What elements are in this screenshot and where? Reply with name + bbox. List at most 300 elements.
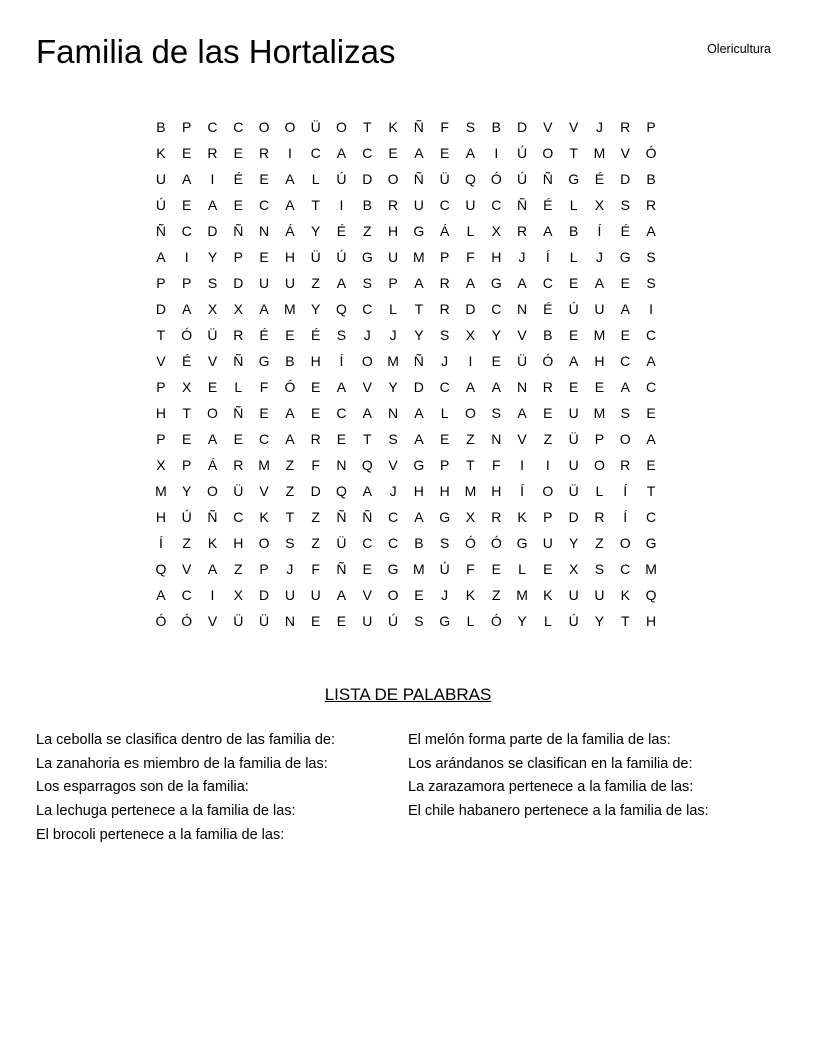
grid-letter: K	[517, 509, 527, 525]
grid-letter: I	[468, 353, 473, 369]
grid-letter: C	[362, 145, 373, 161]
grid-letter: Ü	[207, 327, 218, 343]
grid-letter: C	[336, 405, 347, 421]
grid-letter: Ü	[568, 431, 579, 447]
grid-letter: E	[182, 197, 192, 213]
grid-letter: R	[233, 327, 244, 343]
grid-letter: Y	[311, 223, 321, 239]
grid-letter: Í	[520, 483, 524, 499]
grid-letter: O	[258, 535, 270, 551]
grid-letter: Í	[545, 249, 550, 265]
grid-letter: S	[620, 197, 630, 213]
grid-letter: Á	[207, 457, 218, 473]
grid-letter: Ó	[490, 613, 502, 629]
grid-letter: C	[439, 197, 450, 213]
grid-letter: S	[336, 327, 347, 343]
grid-letter: X	[465, 509, 476, 525]
grid-letter: Q	[336, 301, 347, 317]
grid-row	[148, 452, 664, 478]
grid-letter: Y	[388, 379, 398, 395]
grid-letter: A	[156, 587, 166, 603]
grid-letter: Ñ	[233, 405, 244, 421]
grid-letter: S	[362, 275, 372, 291]
grid-letter: B	[285, 353, 295, 369]
grid-letter: H	[155, 509, 166, 525]
grid-letter: R	[516, 223, 528, 239]
grid-letter: V	[207, 353, 218, 369]
grid-letter: A	[465, 275, 476, 291]
grid-letter: R	[594, 509, 605, 525]
grid-letter: E	[439, 431, 450, 447]
grid-letter: Ó	[645, 145, 657, 161]
grid-letter: A	[182, 171, 192, 187]
grid-letter: E	[646, 457, 656, 473]
grid-letter: Z	[362, 223, 372, 239]
grid-letter: D	[568, 509, 579, 525]
grid-letter: A	[646, 353, 656, 369]
grid-letter: V	[388, 457, 398, 473]
grid-letter: E	[311, 405, 321, 421]
grid-letter: Z	[285, 483, 295, 499]
grid-letter: V	[620, 145, 630, 161]
grid-letter: Z	[491, 587, 501, 603]
grid-letter: F	[491, 457, 501, 473]
grid-letter: G	[361, 249, 373, 265]
grid-letter: N	[516, 379, 528, 395]
grid-letter: Y	[594, 613, 605, 629]
grid-letter: H	[310, 353, 321, 369]
grid-letter: E	[620, 275, 630, 291]
grid-letter: R	[233, 457, 244, 473]
grid-letter: T	[646, 483, 656, 499]
grid-letter: Z	[595, 535, 604, 551]
grid-letter: H	[413, 483, 424, 499]
grid-letter: O	[284, 119, 296, 135]
grid-letter: Á	[439, 223, 450, 239]
grid-letter: V	[207, 613, 218, 629]
grid-letter: Ó	[284, 379, 296, 395]
grid-row	[148, 478, 664, 504]
grid-letter: M	[645, 561, 657, 577]
grid-letter: Ú	[568, 613, 579, 629]
grid-letter: Ñ	[516, 197, 528, 213]
grid-letter: D	[516, 119, 528, 135]
grid-letter: E	[646, 405, 656, 421]
grid-letter: E	[491, 353, 501, 369]
grid-row	[148, 218, 664, 244]
clue-item: Los arándanos se clasifican en la familia de:	[408, 755, 693, 772]
grid-letter: U	[568, 587, 579, 603]
grid-row	[148, 582, 664, 608]
grid-row	[148, 608, 664, 634]
grid-letter: E	[568, 327, 579, 343]
clue-list-left	[36, 729, 335, 847]
grid-letter: Q	[465, 171, 476, 187]
grid-letter: Ú	[155, 197, 166, 213]
grid-letter: E	[233, 145, 243, 161]
grid-letter: N	[336, 457, 347, 473]
grid-letter: É	[336, 223, 347, 239]
grid-letter: A	[285, 431, 295, 447]
grid-letter: A	[336, 379, 347, 395]
grid-letter: Í	[623, 509, 628, 525]
grid-letter: Ñ	[233, 223, 244, 239]
grid-letter: P	[182, 119, 192, 135]
grid-letter: A	[620, 379, 630, 395]
grid-letter: D	[620, 171, 631, 187]
grid-letter: É	[182, 353, 192, 369]
grid-letter: Z	[311, 275, 320, 291]
grid-letter: Ñ	[207, 509, 218, 525]
grid-letter: Ü	[310, 119, 321, 135]
grid-letter: Ñ	[233, 353, 244, 369]
grid-letter: T	[362, 431, 372, 447]
grid-letter: D	[413, 379, 424, 395]
grid-letter: P	[233, 249, 243, 265]
grid-letter: Í	[623, 483, 628, 499]
grid-letter: Ú	[568, 301, 579, 317]
grid-letter: I	[339, 197, 344, 213]
grid-letter: A	[517, 405, 527, 421]
grid-letter: B	[156, 119, 166, 135]
grid-letter: C	[645, 509, 657, 525]
grid-letter: P	[594, 431, 605, 447]
grid-letter: A	[491, 379, 501, 395]
grid-letter: A	[362, 405, 372, 421]
grid-letter: Ó	[181, 327, 193, 343]
grid-letter: E	[439, 145, 450, 161]
grid-letter: H	[491, 249, 502, 265]
grid-letter: É	[311, 327, 321, 343]
grid-letter: C	[233, 509, 244, 525]
grid-letter: Z	[466, 431, 475, 447]
grid-letter: E	[388, 145, 398, 161]
grid-letter: S	[491, 405, 501, 421]
grid-letter: X	[182, 379, 192, 395]
grid-letter: I	[210, 587, 215, 603]
grid-letter: O	[542, 145, 554, 161]
grid-letter: N	[491, 431, 502, 447]
grid-letter: E	[414, 587, 424, 603]
grid-letter: S	[646, 249, 656, 265]
grid-letter: V	[362, 379, 372, 395]
grid-letter: A	[336, 145, 347, 161]
grid-letter: P	[646, 119, 656, 135]
grid-row	[148, 530, 664, 556]
grid-letter: C	[491, 301, 502, 317]
grid-letter: A	[594, 275, 605, 291]
grid-letter: R	[439, 275, 450, 291]
grid-letter: C	[362, 535, 373, 551]
grid-letter: A	[285, 171, 295, 187]
grid-letter: G	[516, 535, 528, 551]
grid-letter: G	[645, 535, 657, 551]
grid-letter: F	[311, 457, 320, 473]
grid-letter: T	[311, 197, 320, 213]
grid-letter: X	[207, 301, 218, 317]
grid-letter: T	[414, 301, 424, 317]
grid-letter: Ó	[542, 353, 554, 369]
course-name: Olericultura	[707, 42, 771, 56]
grid-letter: L	[389, 301, 397, 317]
grid-letter: K	[620, 587, 630, 603]
grid-letter: S	[414, 613, 424, 629]
grid-letter: Ü	[233, 613, 244, 629]
grid-letter: H	[439, 483, 450, 499]
grid-letter: Ñ	[413, 353, 424, 369]
grid-letter: L	[466, 613, 475, 629]
grid-letter: E	[233, 431, 243, 447]
grid-letter: M	[413, 249, 425, 265]
grid-letter: G	[439, 509, 451, 525]
grid-letter: A	[182, 301, 192, 317]
grid-letter: D	[207, 223, 218, 239]
grid-letter: J	[595, 119, 603, 135]
grid-letter: L	[234, 379, 243, 395]
grid-letter: G	[413, 457, 425, 473]
grid-letter: G	[413, 223, 425, 239]
grid-letter: R	[310, 431, 321, 447]
grid-letter: P	[182, 457, 192, 473]
grid-letter: L	[518, 561, 526, 577]
grid-letter: P	[259, 561, 269, 577]
grid-letter: U	[594, 587, 605, 603]
grid-letter: P	[439, 249, 450, 265]
grid-letter: M	[155, 483, 167, 499]
grid-letter: I	[520, 457, 524, 473]
grid-letter: É	[594, 171, 605, 187]
grid-row	[148, 504, 664, 530]
grid-letter: C	[491, 197, 502, 213]
grid-letter: U	[465, 197, 476, 213]
grid-letter: Ñ	[413, 171, 424, 187]
grid-letter: S	[207, 275, 218, 291]
grid-letter: E	[311, 613, 321, 629]
grid-letter: P	[182, 275, 192, 291]
grid-letter: U	[310, 587, 321, 603]
clue-item: La zanahoria es miembro de la familia de las:	[36, 755, 328, 772]
grid-letter: K	[388, 119, 398, 135]
grid-letter: O	[465, 405, 476, 421]
grid-letter: Ó	[155, 613, 167, 629]
grid-letter: R	[259, 145, 270, 161]
grid-letter: N	[516, 301, 528, 317]
grid-letter: M	[593, 327, 606, 343]
grid-letter: Ü	[310, 249, 321, 265]
grid-letter: P	[156, 431, 166, 447]
grid-letter: X	[491, 223, 501, 239]
grid-letter: E	[362, 561, 372, 577]
grid-letter: U	[259, 275, 270, 291]
grid-letter: N	[284, 613, 295, 629]
grid-letter: L	[466, 223, 475, 239]
clue-item: El chile habanero pertenece a la familia de las:	[408, 803, 709, 820]
grid-letter: U	[542, 535, 553, 551]
grid-row	[148, 348, 664, 374]
grid-letter: S	[439, 327, 450, 343]
clue-item: Los esparragos son de la familia:	[36, 779, 249, 796]
grid-letter: Ú	[181, 509, 192, 525]
grid-letter: H	[491, 483, 502, 499]
grid-letter: F	[466, 249, 475, 265]
grid-letter: A	[285, 405, 295, 421]
grid-letter: E	[259, 171, 269, 187]
grid-letter: Ó	[490, 171, 502, 187]
grid-letter: M	[593, 145, 606, 161]
page-title: Familia de las Hortalizas	[36, 33, 396, 70]
grid-letter: M	[593, 405, 606, 421]
grid-letter: H	[388, 223, 399, 239]
grid-letter: R	[645, 197, 657, 213]
grid-letter: Ñ	[362, 509, 373, 525]
grid-letter: T	[285, 509, 295, 525]
grid-letter: B	[491, 119, 501, 135]
grid-letter: R	[620, 457, 631, 473]
grid-letter: J	[389, 327, 397, 343]
grid-letter: É	[543, 301, 553, 317]
grid-letter: Ó	[490, 535, 502, 551]
grid-letter: E	[285, 327, 295, 343]
grid-letter: Y	[414, 327, 424, 343]
grid-letter: Y	[568, 535, 579, 551]
grid-letter: R	[620, 119, 631, 135]
grid-letter: F	[259, 379, 269, 395]
grid-letter: X	[156, 457, 166, 473]
grid-letter: J	[518, 249, 526, 265]
grid-letter: P	[439, 457, 450, 473]
grid-letter: V	[517, 431, 527, 447]
grid-letter: Ó	[465, 535, 476, 551]
grid-letter: O	[594, 457, 605, 473]
grid-letter: Y	[182, 483, 192, 499]
grid-letter: Z	[311, 509, 320, 525]
grid-letter: P	[156, 379, 166, 395]
grid-letter: C	[233, 119, 244, 135]
clue-item: La cebolla se clasifica dentro de las familia de:	[36, 732, 336, 748]
grid-letter: A	[414, 405, 424, 421]
grid-row	[148, 322, 664, 348]
word-list-heading: LISTA DE PALABRAS	[324, 685, 492, 704]
grid-letter: Z	[182, 535, 191, 551]
grid-letter: A	[207, 561, 218, 577]
grid-letter: C	[439, 379, 450, 395]
grid-letter: V	[182, 561, 192, 577]
clue-list-right	[408, 729, 709, 824]
grid-letter: M	[464, 483, 477, 499]
grid-letter: G	[490, 275, 502, 291]
grid-letter: P	[156, 275, 166, 291]
grid-letter: A	[336, 275, 347, 291]
grid-letter: K	[465, 587, 476, 603]
grid-letter: E	[543, 405, 553, 421]
grid-letter: E	[336, 613, 347, 629]
grid-letter: C	[620, 561, 631, 577]
grid-letter: B	[543, 327, 553, 343]
grid-letter: I	[287, 145, 292, 161]
grid-letter: H	[155, 405, 166, 421]
grid-letter: Ú	[439, 561, 450, 577]
grid-letter: R	[439, 301, 450, 317]
grid-letter: T	[569, 145, 578, 161]
grid-letter: O	[542, 483, 554, 499]
grid-letter: A	[543, 223, 553, 239]
grid-letter: A	[465, 145, 476, 161]
grid-letter: C	[388, 535, 399, 551]
grid-letter: E	[182, 145, 192, 161]
grid-letter: J	[441, 353, 449, 369]
grid-letter: D	[233, 275, 244, 291]
grid-letter: S	[465, 119, 476, 135]
grid-letter: B	[568, 223, 579, 239]
grid-letter: H	[284, 249, 295, 265]
grid-letter: Q	[336, 483, 347, 499]
grid-letter: J	[595, 249, 603, 265]
grid-letter: Ü	[516, 353, 528, 369]
clue-item: La zarazamora pertenece a la familia de las:	[408, 779, 694, 796]
grid-letter: E	[182, 431, 192, 447]
grid-letter: A	[646, 431, 656, 447]
grid-letter: A	[414, 275, 424, 291]
grid-letter: C	[620, 353, 631, 369]
grid-letter: C	[542, 275, 553, 291]
grid-letter: B	[646, 171, 656, 187]
grid-letter: F	[466, 561, 475, 577]
grid-letter: Á	[285, 223, 295, 239]
grid-letter: O	[336, 119, 347, 135]
grid-letter: Ñ	[542, 171, 553, 187]
grid-letter: G	[439, 613, 451, 629]
grid-letter: R	[207, 145, 218, 161]
grid-row	[148, 374, 664, 400]
grid-letter: U	[568, 405, 579, 421]
grid-letter: A	[465, 379, 476, 395]
grid-row	[148, 426, 664, 452]
grid-letter: É	[620, 223, 630, 239]
grid-letter: C	[259, 197, 270, 213]
grid-letter: Í	[597, 223, 602, 239]
grid-letter: J	[441, 587, 449, 603]
grid-letter: L	[543, 613, 552, 629]
word-search-grid-body	[148, 114, 664, 634]
grid-letter: Z	[543, 431, 553, 447]
grid-letter: U	[284, 275, 295, 291]
grid-letter: T	[466, 457, 475, 473]
grid-letter: G	[258, 353, 270, 369]
grid-letter: E	[259, 405, 269, 421]
grid-letter: H	[645, 613, 657, 629]
grid-letter: S	[646, 275, 656, 291]
grid-row	[148, 270, 664, 296]
grid-letter: C	[207, 119, 218, 135]
grid-letter: Q	[645, 587, 657, 603]
grid-letter: E	[336, 431, 347, 447]
grid-letter: G	[387, 561, 399, 577]
grid-letter: Ú	[336, 249, 347, 265]
grid-letter: X	[465, 327, 476, 343]
grid-letter: E	[311, 379, 321, 395]
grid-letter: V	[362, 587, 372, 603]
grid-letter: O	[207, 405, 218, 421]
grid-letter: K	[156, 145, 166, 161]
grid-letter: Y	[311, 301, 321, 317]
grid-letter: E	[259, 249, 269, 265]
grid-letter: B	[362, 197, 372, 213]
grid-letter: V	[156, 353, 166, 369]
grid-letter: A	[259, 301, 269, 317]
grid-letter: R	[491, 509, 502, 525]
grid-letter: U	[568, 457, 579, 473]
grid-letter: E	[543, 561, 553, 577]
